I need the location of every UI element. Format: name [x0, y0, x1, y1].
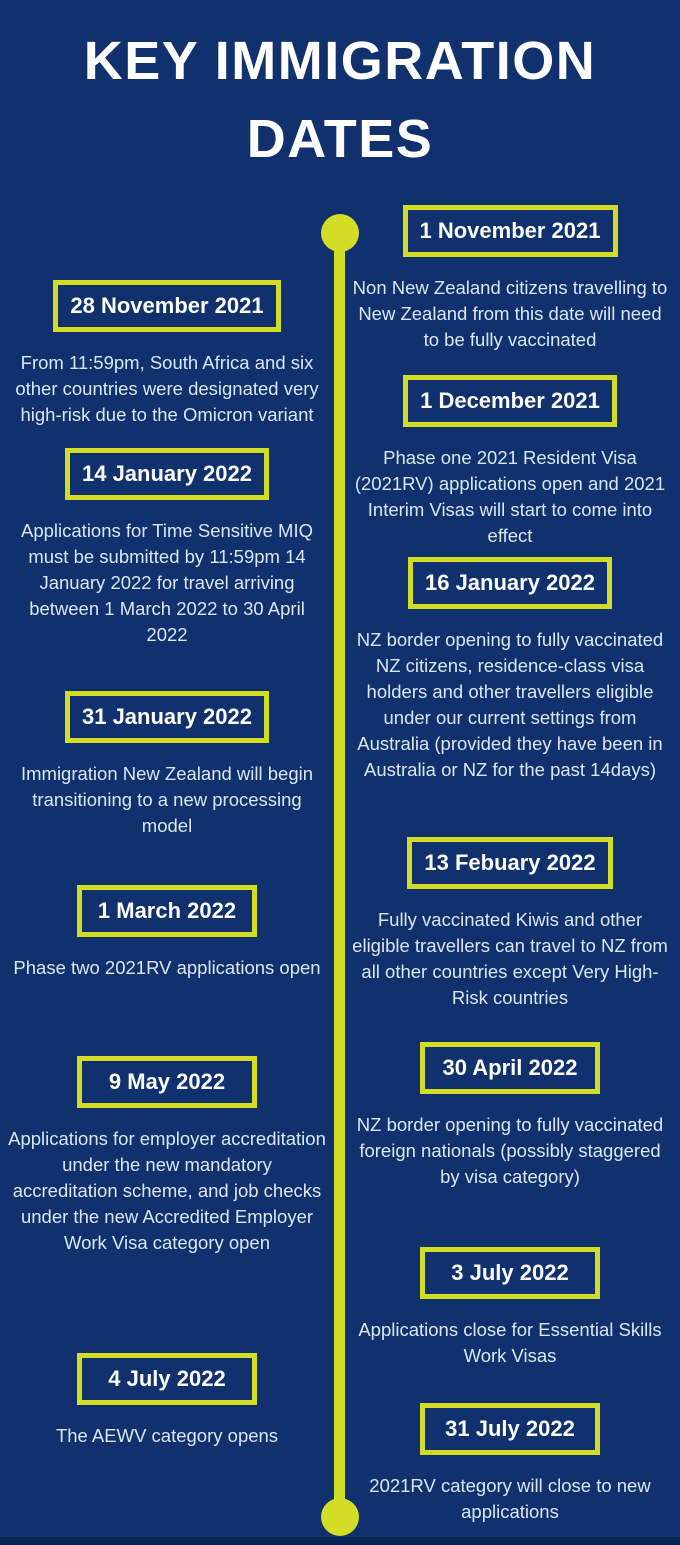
event-description: From 11:59pm, South Africa and six other countries were designated very high-risk due to the Omicron variant: [15, 352, 319, 425]
event-description: Non New Zealand citizens travelling to New Zealand from this date will need to be fully vaccinated: [352, 277, 668, 350]
date-box: [420, 1042, 600, 1094]
footer-strip: [0, 1537, 680, 1545]
timeline-right-column: [352, 0, 668, 1545]
event-description: Applications close for Essential Skills Work Visas: [358, 1319, 662, 1366]
event-description: Fully vaccinated Kiwis and other eligible travellers can travel to NZ from all other countries except Very High-Risk countries: [352, 909, 668, 1008]
date-label: 9 May 2022: [108, 1069, 226, 1094]
event-description: Immigration New Zealand will begin transitioning to a new processing model: [20, 763, 314, 836]
date-box: [420, 1247, 600, 1299]
date-box: [65, 448, 269, 500]
timeline-item-16-january-2022: [352, 557, 668, 783]
event-description: The AEWV category opens: [55, 1425, 279, 1446]
event-description: Phase two 2021RV applications open: [13, 957, 321, 978]
timeline-item-3-july-2022: [352, 1247, 668, 1369]
timeline-item-1-december-2021: [352, 375, 668, 549]
date-box: [420, 1403, 600, 1455]
date-label: 30 April 2022: [442, 1055, 578, 1080]
timeline-item-31-january-2022: [8, 691, 326, 839]
date-label: 4 July 2022: [108, 1366, 226, 1391]
timeline-item-1-march-2022: [8, 885, 326, 981]
date-label: 28 November 2021: [70, 293, 264, 318]
timeline-item-13-febuary-2022: [352, 837, 668, 1011]
timeline-item-1-november-2021: [352, 205, 668, 353]
timeline-item-14-january-2022: [8, 448, 326, 648]
timeline-left-column: [8, 0, 326, 1545]
page-title-line2: DATES: [246, 109, 434, 169]
date-box: [403, 205, 618, 257]
date-box: [403, 375, 617, 427]
timeline-item-9-may-2022: [8, 1056, 326, 1256]
date-box: [53, 280, 280, 332]
date-label: 31 January 2022: [81, 704, 253, 729]
timeline-line: [334, 233, 345, 1517]
date-label: 1 March 2022: [97, 898, 237, 923]
page-title-line1: KEY IMMIGRATION: [83, 31, 597, 91]
date-box: [77, 1353, 257, 1405]
timeline-item-31-july-2022: [352, 1403, 668, 1525]
date-box: [77, 1056, 257, 1108]
date-label: 1 November 2021: [419, 218, 601, 243]
timeline-item-4-july-2022: [8, 1353, 326, 1449]
date-label: 13 Febuary 2022: [424, 850, 596, 875]
date-box: [65, 691, 269, 743]
date-label: 3 July 2022: [451, 1260, 569, 1285]
date-label: 16 January 2022: [424, 570, 596, 595]
event-description: 2021RV category will close to new applications: [369, 1475, 651, 1522]
date-label: 14 January 2022: [81, 461, 253, 486]
date-label: 1 December 2021: [420, 388, 600, 413]
event-description: Phase one 2021 Resident Visa (2021RV) applications open and 2021 Interim Visas will start to come into effect: [354, 447, 666, 546]
date-label: 31 July 2022: [445, 1416, 575, 1441]
date-box: [77, 885, 257, 937]
timeline-item-28-november-2021: [8, 280, 326, 428]
event-description: Applications for Time Sensitive MIQ must be submitted by 11:59pm 14 January 2022 for travel arriving between 1 March 2022 to 30 April 2022: [21, 520, 313, 645]
event-description: Applications for employer accreditation under the new mandatory accreditation scheme, and job checks under the new Accredited Employer Work Visa category open: [8, 1128, 326, 1253]
event-description: NZ border opening to fully vaccinated foreign nationals (possibly staggered by visa category): [356, 1114, 664, 1187]
event-description: NZ border opening to fully vaccinated NZ citizens, residence-class visa holders and other travellers eligible under our current settings from Australia (provided they have been in Australia or NZ for the past 14days): [356, 629, 664, 780]
date-box: [408, 557, 612, 609]
date-box: [407, 837, 612, 889]
timeline-item-30-april-2022: [352, 1042, 668, 1190]
